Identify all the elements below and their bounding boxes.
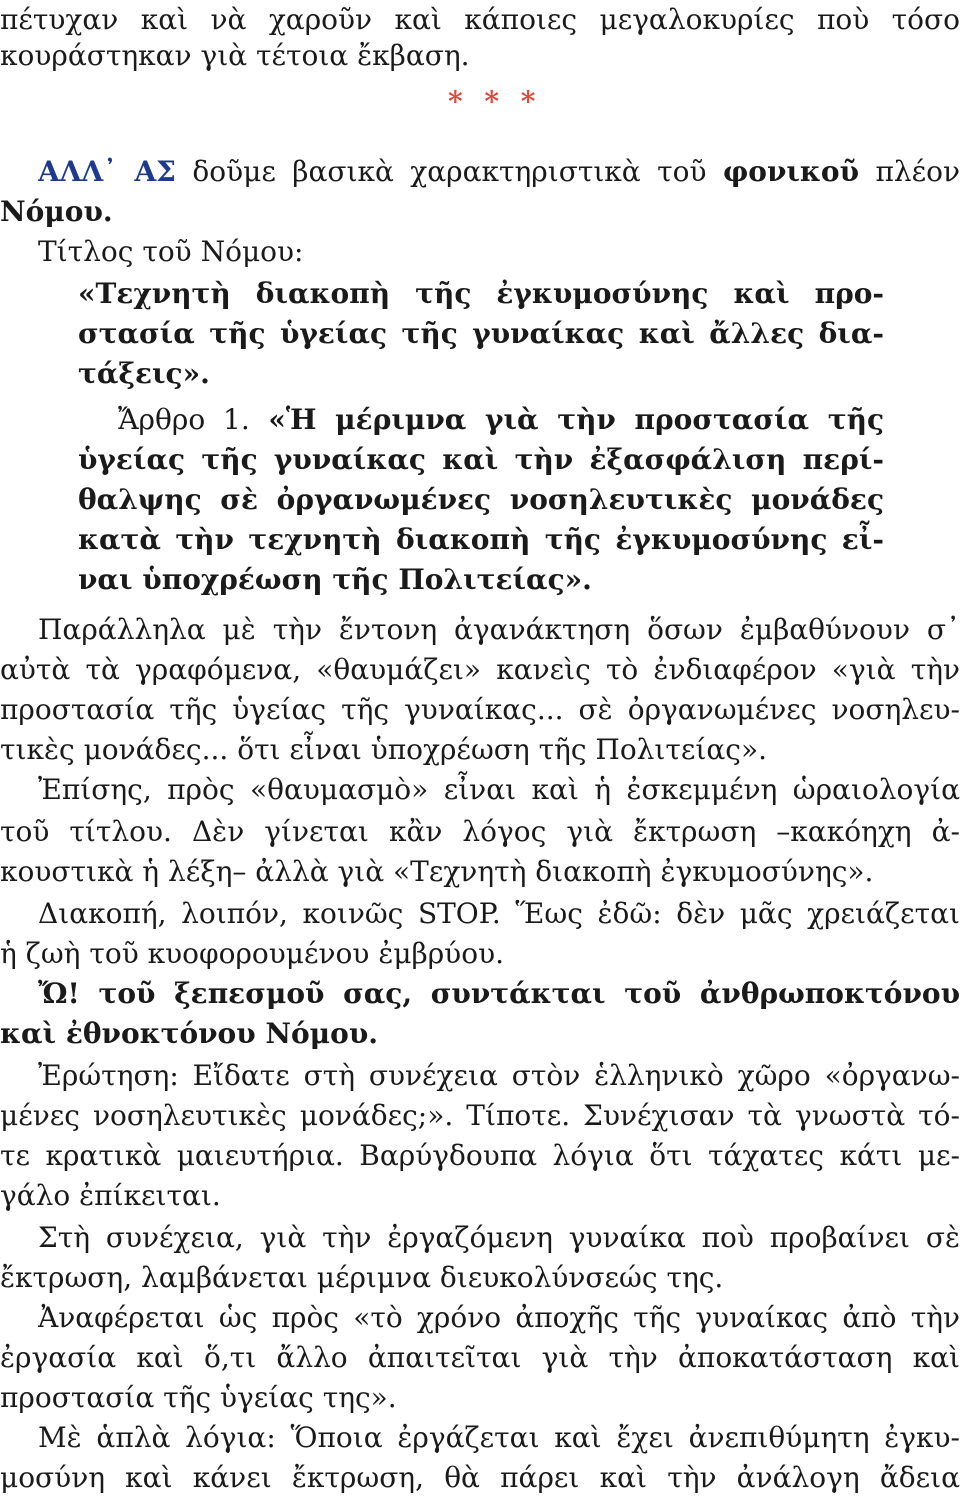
text-span: τε κρατικὰ μαιευτήρια. Βαρύγδουπα λόγια ὅτι τάχατες κάτι με- — [0, 1139, 960, 1172]
text-line — [38, 1218, 960, 1258]
text-line — [38, 1418, 960, 1458]
text-line — [0, 650, 960, 690]
text-span: πλέον — [859, 155, 960, 188]
text-span: μοσύνη καὶ κάνει ἔκτρωση, θὰ πάρει καὶ τὴν ἀνάλογη ἄδεια — [0, 1461, 960, 1494]
quote-span: στασία τῆς ὑγείας τῆς γυναίκας καὶ ἄλλες δια- — [78, 317, 884, 350]
text-line — [0, 690, 960, 730]
text-line — [38, 152, 960, 192]
quote-span: κατὰ τὴν τεχνητὴ διακοπὴ τῆς ἐγκυμοσύνης εἶ- — [78, 523, 884, 556]
text-span: τοῦ τίτλου. Δὲν γίνεται κἂν λόγος γιὰ ἔκτρωση –κακόηχη ἀ- — [0, 815, 960, 848]
quote-line — [78, 354, 884, 394]
text-line — [0, 0, 960, 40]
emphasis-span: Ὤ! τοῦ ξεπεσμοῦ σας, συντάκται τοῦ ἀνθρωποκτόνου — [38, 977, 960, 1010]
article-label: Ἄρθρο 1. — [118, 403, 250, 436]
text-line — [0, 730, 960, 770]
text-span: αὐτὰ τὰ γραφόμενα, «θαυμάζει» κανεὶς τὸ ἐνδιαφέρον «γιὰ τὴν — [0, 653, 960, 686]
text-line — [0, 1338, 960, 1378]
text-span: Ἐρώτηση: Εἴδατε στὴ συνέχεια στὸν ἑλληνικὸ χῶρο «ὀργανω- — [38, 1059, 960, 1092]
text-line — [0, 1176, 960, 1216]
text-span: Ἐπίσης, πρὸς «θαυμασμὸ» εἶναι καὶ ἡ ἐσκεμμένη ὡραιολογία — [38, 773, 960, 806]
quote-line — [78, 520, 884, 560]
quote-line — [118, 400, 884, 440]
emphasis-span: φονικοῦ — [722, 155, 860, 188]
text-line — [38, 610, 960, 650]
text-span: Παράλληλα μὲ τὴν ἔντονη ἀγανάκτηση ὅσων ἐμβαθύνουν σ᾽ — [38, 613, 960, 646]
section-separator-stars — [448, 82, 541, 122]
quote-span: ναι ὑποχρέωση τῆς Πολιτείας». — [78, 563, 592, 596]
quote-span: τάξεις». — [78, 357, 210, 390]
text-line — [38, 232, 960, 272]
text-line — [0, 192, 960, 232]
text-span: Ἀναφέρεται ὡς πρὸς «τὸ χρόνο ἀποχῆς τῆς γυναίκας ἀπὸ τὴν — [38, 1301, 960, 1334]
text-line — [38, 974, 960, 1014]
text-span: * * * — [448, 85, 542, 118]
text-span: Διακοπή, λοιπόν, κοινῶς STOP. Ἕως ἐδῶ: δὲν μᾶς χρειάζεται — [38, 897, 960, 930]
quote-line — [78, 314, 884, 354]
text-span: Μὲ ἁπλὰ λόγια: Ὅποια ἐργάζεται καὶ ἔχει ἀνεπιθύμητη ἐγκυ- — [38, 1421, 960, 1454]
text-span: προστασία τῆς ὑγείας τῆς γυναίκας... σὲ ὀργανωμένες νοσηλευ- — [0, 693, 960, 726]
text-span: κουστικὰ ἡ λέξη– ἀλλὰ γιὰ «Τεχνητὴ διακοπὴ ἐγκυμοσύνης». — [0, 855, 874, 888]
quote-line — [78, 560, 884, 600]
text-span: τικὲς μονάδες... ὅτι εἶναι ὑποχρέωση τῆς Πολιτείας». — [0, 733, 768, 766]
text-line — [38, 770, 960, 810]
quote-line — [78, 274, 884, 314]
text-line — [38, 894, 960, 934]
text-span: ἔκτρωση, λαμβάνεται μέριμνα διευκολύνσεώς της. — [0, 1261, 724, 1294]
text-line — [0, 1014, 960, 1054]
text-span: Στὴ συνέχεια, γιὰ τὴν ἐργαζόμενη γυναίκα ποὺ προβαίνει σὲ — [38, 1221, 960, 1254]
text-line — [38, 1056, 960, 1096]
quote-span: «Ἡ μέριμνα γιὰ τὴν προστασία τῆς — [249, 403, 884, 436]
text-line — [0, 852, 960, 892]
quote-span: «Τεχνητὴ διακοπὴ τῆς ἐγκυμοσύνης καὶ προ- — [78, 277, 884, 310]
text-line — [0, 36, 960, 76]
text-line — [38, 1298, 960, 1338]
text-line — [0, 934, 960, 974]
text-span: πέτυχαν καὶ νὰ χαροῦν καὶ κάποιες μεγαλοκυρίες ποὺ τόσο — [0, 3, 960, 36]
quote-span: θαλψης σὲ ὀργανωμένες νοσηλευτικὲς μονάδες — [78, 483, 884, 516]
text-span: Τίτλος τοῦ Νόμου: — [38, 235, 304, 268]
quote-line — [78, 480, 884, 520]
text-line — [0, 1258, 960, 1298]
text-line — [0, 1378, 960, 1418]
text-line — [0, 1458, 960, 1498]
text-line — [0, 1096, 960, 1136]
text-line — [0, 1136, 960, 1176]
quote-span: ὑγείας τῆς γυναίκας καὶ τὴν ἐξασφάλιση περί- — [78, 443, 884, 476]
text-span: ἡ ζωὴ τοῦ κυοφορουμένου ἐμβρύου. — [0, 937, 504, 970]
text-span: ἐργασία καὶ ὅ,τι ἄλλο ἀπαιτεῖται γιὰ τὴν ἀποκατάσταση καὶ — [0, 1341, 960, 1374]
emphasis-span: καὶ ἐθνοκτόνου Νόμου. — [0, 1017, 379, 1050]
emphasis-span: Νόμου. — [0, 195, 113, 228]
text-span: μένες νοσηλευτικὲς μονάδες;». Τίποτε. Συνέχισαν τὰ γνωστὰ τό- — [0, 1099, 960, 1132]
quote-line — [78, 440, 884, 480]
heading-span: ΑΛΛ᾽ ΑΣ — [38, 155, 176, 188]
text-span: κουράστηκαν γιὰ τέτοια ἔκβαση. — [0, 39, 470, 72]
text-span: γάλο ἐπίκειται. — [0, 1179, 221, 1212]
text-span: προστασία τῆς ὑγείας της». — [0, 1381, 397, 1414]
text-span: δοῦμε βασικὰ χαρακτηριστικὰ τοῦ — [175, 155, 723, 188]
text-line — [0, 812, 960, 852]
